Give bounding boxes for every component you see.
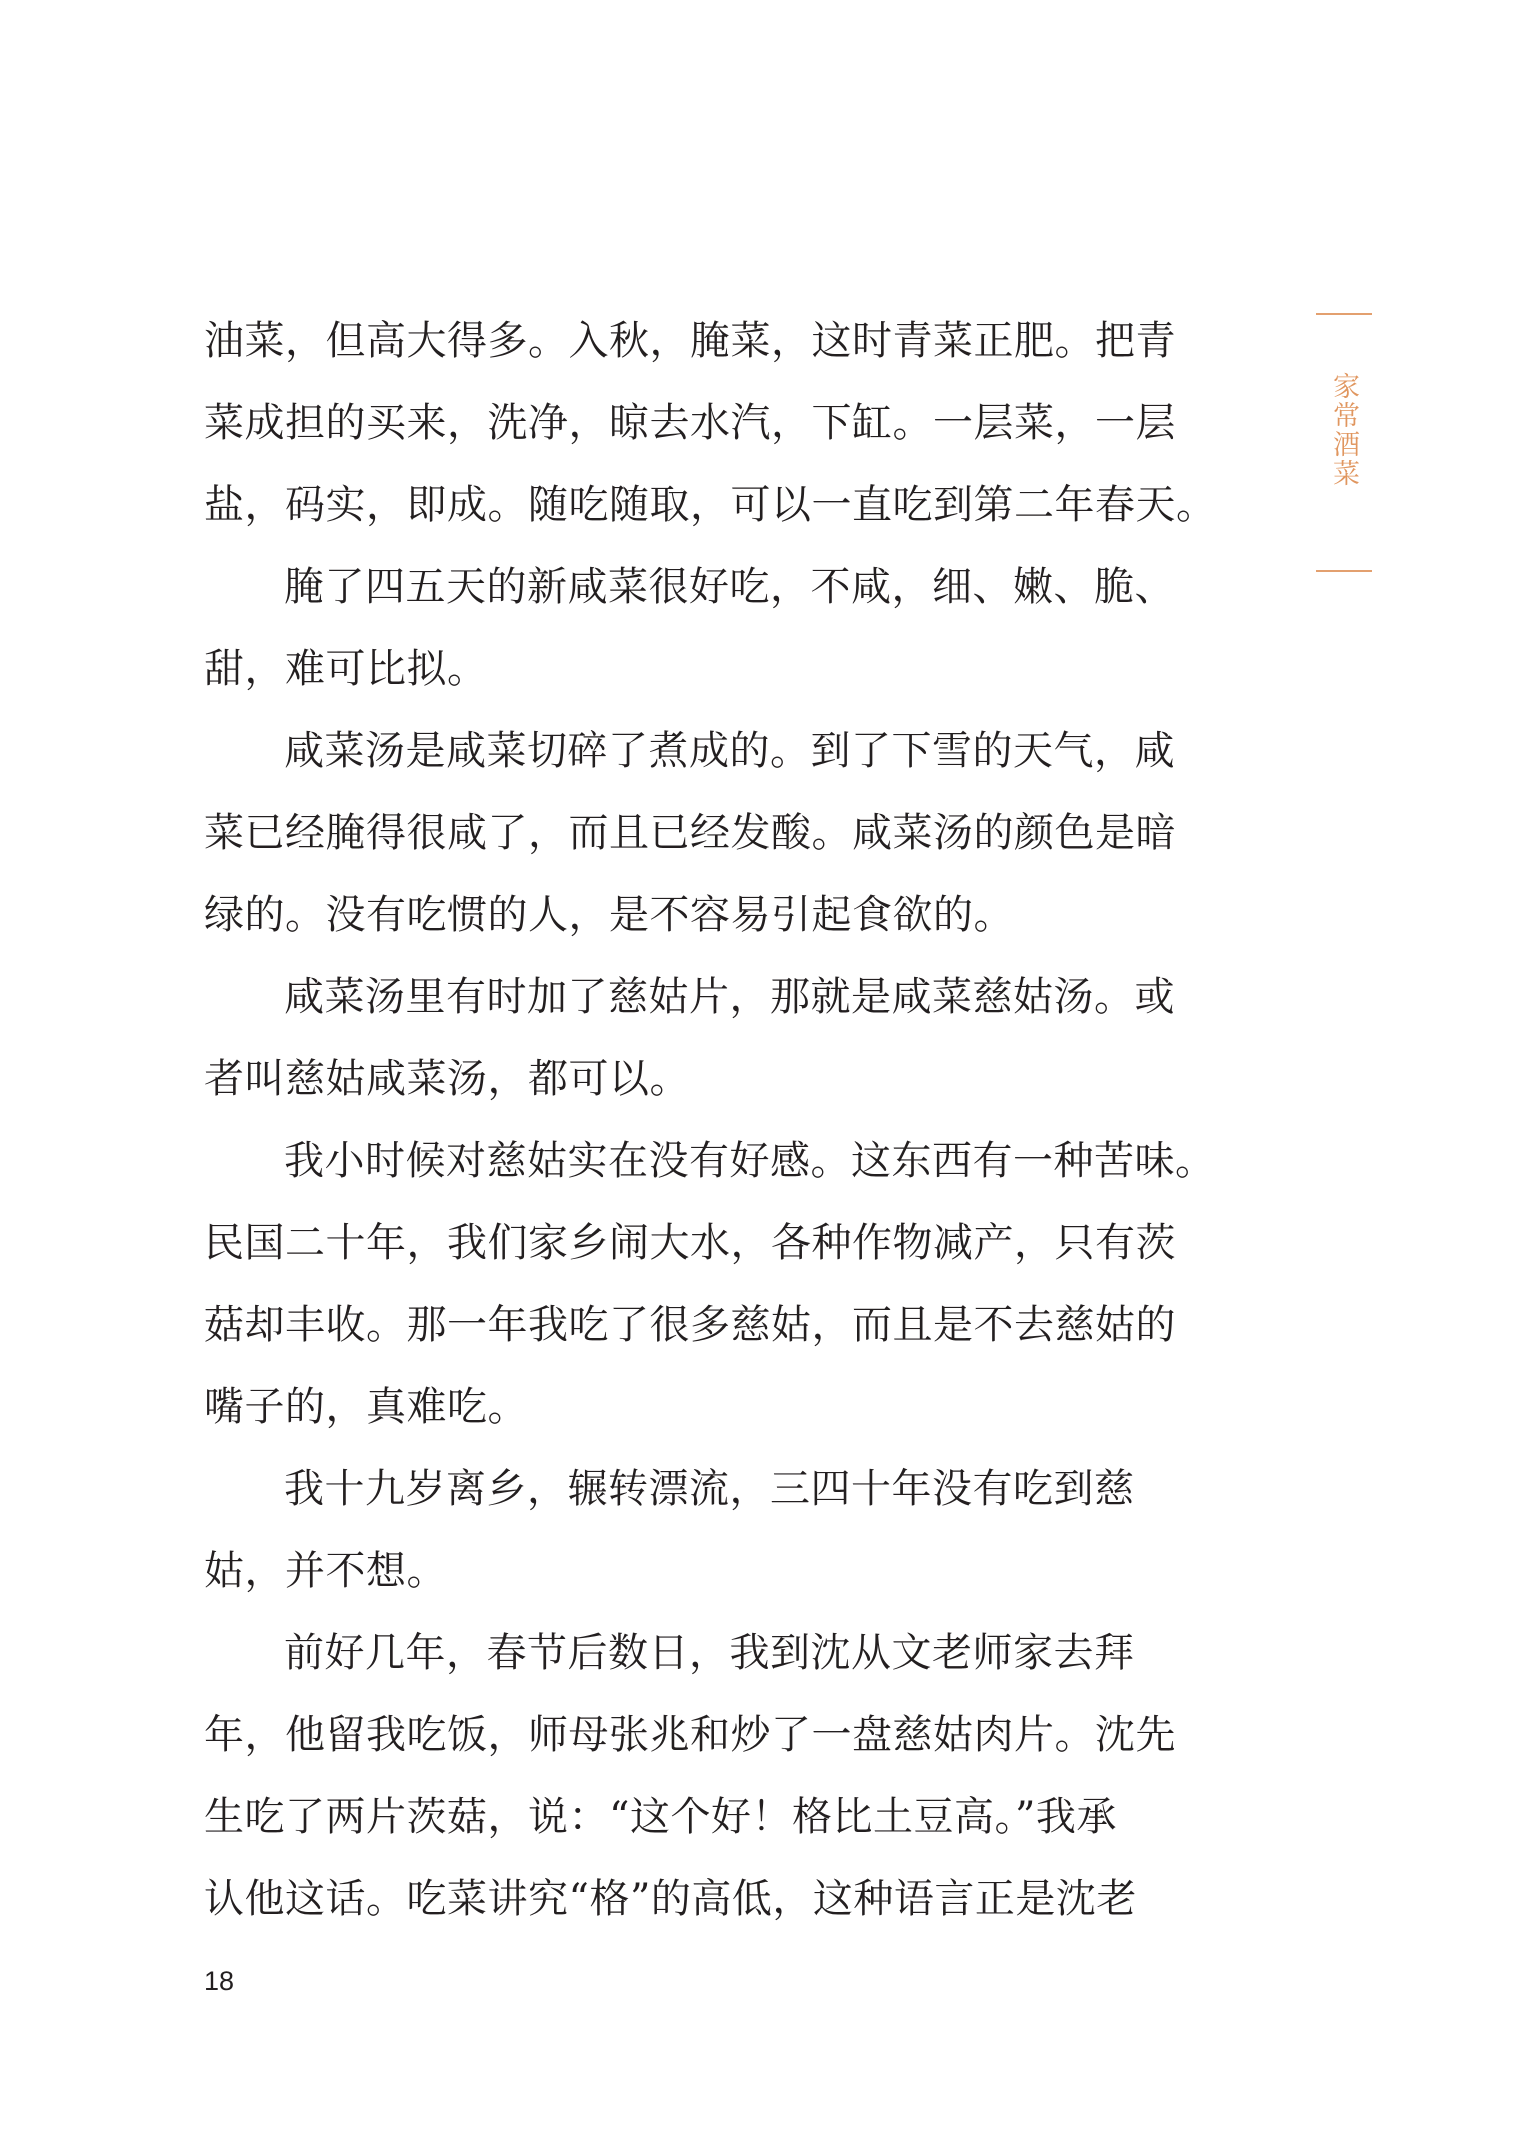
text-line: 菜成担的买来，洗净，晾去水汽，下缸。一层菜，一层 <box>204 400 1176 446</box>
text-line: 认他这话。吃菜讲究“格”的高低，这种语言正是沈老 <box>204 1876 1137 1922</box>
body-text <box>204 300 1217 1940</box>
text-line: 油菜，但高大得多。入秋，腌菜，这时青菜正肥。把青 <box>204 318 1176 364</box>
paragraph-first-line: 我十九岁离乡，辗转漂流，三四十年没有吃到慈 <box>284 1466 1135 1512</box>
text-line: 年，他留我吃饭，师母张兆和炒了一盘慈姑肉片。沈先 <box>204 1712 1176 1758</box>
text-line: 者叫慈姑咸菜汤，都可以。 <box>204 1056 690 1102</box>
text-line: 生吃了两片茨菇，说：“这个好！格比土豆高。”我承 <box>204 1794 1117 1840</box>
text-line: 姑，并不想。 <box>204 1548 447 1594</box>
paragraph-first-line: 咸菜汤里有时加了慈姑片，那就是咸菜慈姑汤。或 <box>284 974 1175 1020</box>
text-line: 盐，码实，即成。随吃随取，可以一直吃到第二年春天。 <box>204 482 1217 528</box>
text-line: 民国二十年，我们家乡闹大水，各种作物减产，只有茨 <box>204 1220 1176 1266</box>
text-line: 菜已经腌得很咸了，而且已经发酸。咸菜汤的颜色是暗 <box>204 810 1176 856</box>
paragraph-first-line: 前好几年，春节后数日，我到沈从文老师家去拜 <box>284 1630 1135 1676</box>
text-line: 嘴子的，真难吃。 <box>204 1384 528 1430</box>
running-head-title: 家常酒菜 <box>1328 372 1359 488</box>
text-line: 菇却丰收。那一年我吃了很多慈姑，而且是不去慈姑的 <box>204 1302 1176 1348</box>
text-line: 甜，难可比拟。 <box>204 646 488 692</box>
paragraph-first-line: 咸菜汤是咸菜切碎了煮成的。到了下雪的天气，咸 <box>284 728 1175 774</box>
paragraph-first-line: 腌了四五天的新咸菜很好吃，不咸，细、嫩、脆、 <box>284 564 1175 610</box>
text-line: 绿的。没有吃惯的人，是不容易引起食欲的。 <box>204 892 1014 938</box>
paragraph-first-line: 我小时候对慈姑实在没有好感。这东西有一种苦味。 <box>284 1138 1216 1184</box>
side-decorative-rule-bottom <box>1316 570 1372 572</box>
side-decorative-rule-top <box>1316 313 1372 315</box>
page-number: 18 <box>204 1966 235 1996</box>
